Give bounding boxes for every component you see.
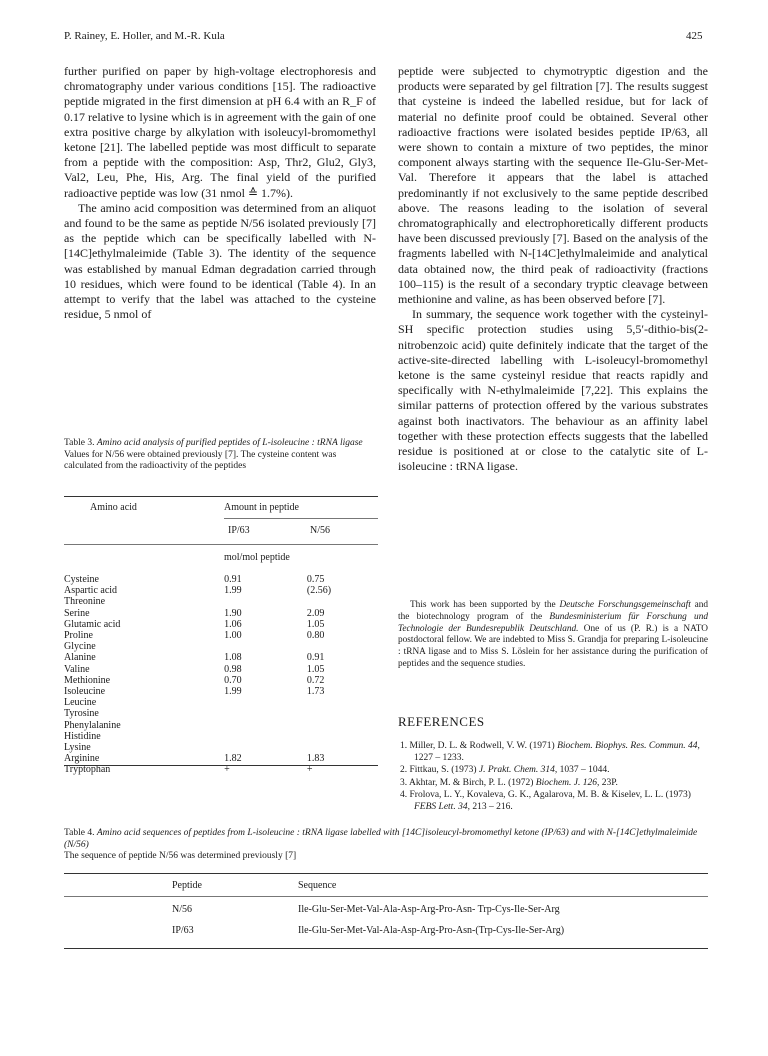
table3-cell-ip63: 0.98: [224, 663, 242, 675]
table3-cell-amino-acid: Phenylalanine: [64, 719, 121, 731]
table3-cell-amino-acid: Histidine: [64, 730, 101, 742]
reference-item: [400, 740, 708, 764]
left-para-2: The amino acid composition was determined from an aliquot and found to be the same as peptide N/56 isolated previously [7] as the peptide which can be specifically labelled with N-[14C]ethylmaleimide (Table 3). The identity of the sequence was established by manual Edman degradation carried through 10 residues, which were found to be identical (Table 4). In an attempt to verify that the label was attached to the cysteine residue, 5 nmol of: [64, 200, 376, 322]
table4-bottom-rule: [64, 948, 708, 949]
table3-cell-n56: 1.73: [306, 686, 325, 698]
reference-item: [400, 764, 708, 776]
table3-caption: [64, 438, 376, 473]
right-column: [398, 64, 708, 474]
table3-cell-ip63: 1.06: [224, 618, 242, 630]
table3-cell-amino-acid: Threonine: [64, 596, 106, 608]
table3-row: [64, 742, 378, 753]
reference-journal: FEBS Lett. 34,: [414, 802, 470, 813]
table3-top-rule: [64, 496, 378, 497]
table3-cell-n56: [305, 731, 378, 742]
table3-cell-ip63: 0.70: [224, 674, 242, 686]
right-para-1: peptide were subjected to chymotryptic digestion and the products were separated by gel filtration [7]. The results suggest that cysteine is indeed the labelled residue, but for lack of material no definite proof could be obtained. Several other radioactive fractions were isolated besides peptide IP/63, all were shown to contain a mixture of two peptides, the minor component always starting with the sequence Ile-Glu-Ser-Met-Val. Therefore it appears that the label is attached predominantly if not exclusively to the same peptide described above. The reasons leading to the isolation of several chromatographically and electrophoretically different products have been discussed previously [7]. Based on the analysis of the fragments labelled with N-[14C]ethylmaleimide and analytical data obtained now, the third peak of radioactivity (fractions 100–115) is the result of a secondary tryptic cleavage between methionine and valine, as has been observed before [7].: [398, 64, 708, 307]
table3: [64, 498, 378, 776]
table3-row: [64, 720, 378, 731]
running-head-authors: P. Rainey, E. Holler, and M.-R. Kula: [64, 30, 225, 42]
table3-cell-ip63: +: [224, 764, 230, 776]
acknowledgements: [398, 600, 708, 671]
table3-row: [64, 619, 378, 630]
table3-row: [64, 585, 378, 596]
table3-cell-amino-acid: Cysteine: [64, 574, 99, 585]
table4-cell-sequence: Ile-Glu-Ser-Met-Val-Ala-Asp-Arg-Pro-Asn- Trp-Cys-Ile-Ser-Arg: [298, 904, 560, 915]
reference-pages: 1227 – 1233.: [414, 753, 464, 764]
table3-cell-n56: [305, 697, 378, 708]
table3-row: [64, 652, 378, 663]
table3-cell-n56: [305, 596, 378, 607]
table3-col-amino-acid: Amino acid: [90, 502, 137, 513]
table3-cell-n56: 1.83: [306, 753, 325, 765]
table3-cell-ip63: 1.99: [224, 585, 242, 597]
table4-caption-title: Amino acid sequences of peptides from L-isoleucine : tRNA ligase labelled with [14C]isoleucyl-bromomethyl ketone (IP/63) and with N-[14C]ethylmaleimide (N/56): [64, 828, 698, 850]
table3-row: [64, 686, 378, 697]
table3-row: [64, 753, 378, 764]
table3-cell-amino-acid: Glutamic acid: [64, 618, 121, 630]
table3-row: [64, 630, 378, 641]
table3-cell-amino-acid: Isoleucine: [64, 686, 106, 698]
table3-caption-label: Table 3.: [64, 438, 97, 448]
table3-cell-n56: 0.91: [306, 652, 325, 664]
table3-cell-ip63: [222, 731, 305, 742]
table3-head-rule: [64, 544, 378, 545]
table3-cell-n56: 2.09: [306, 607, 325, 619]
table3-cell-amino-acid: Leucine: [64, 697, 97, 709]
reference-pages: 1037 – 1044.: [557, 765, 610, 776]
reference-authors: 4. Frolova, L. Y., Kovaleva, G. K., Agalarova, M. B. & Kiselev, L. L. (1973): [400, 789, 691, 800]
table3-cell-amino-acid: Proline: [64, 630, 93, 642]
reference-authors: 2. Fittkau, S. (1973): [400, 765, 479, 776]
table3-cell-n56: [305, 641, 378, 652]
table3-cell-ip63: 1.00: [224, 630, 242, 642]
table3-row: [64, 708, 378, 719]
table3-col-amount: Amount in peptide: [224, 502, 299, 513]
table3-cell-amino-acid: Valine: [64, 663, 90, 675]
reference-item: [400, 789, 708, 813]
table3-cell-amino-acid: Glycine: [64, 641, 96, 653]
table4-cell-peptide: N/56: [172, 904, 192, 915]
table4-caption: [64, 828, 708, 863]
table3-cell-ip63: 1.82: [224, 753, 242, 765]
reference-pages: 213 – 216.: [469, 802, 513, 813]
table4-top-rule: [64, 873, 708, 874]
table3-cell-n56: [305, 742, 378, 753]
left-column: [64, 64, 376, 322]
table3-row: [64, 764, 378, 775]
table3-body: [64, 574, 378, 776]
table3-cell-ip63: 1.99: [224, 686, 242, 698]
table3-cell-amino-acid: Alanine: [64, 652, 96, 664]
right-para-2: In summary, the sequence work together with the cysteinyl-SH specific protection studies using 5,5′-dithio-bis(2-nitrobenzoic acid) quite definitely indicate that the target of the active-site-directed labelling with L-isoleucyl-bromomethyl ketone is the same cysteinyl residue that reacts rapidly and specifically with N-ethylmaleimide [7,22]. This explains the similar patterns of protection offered by the various substrates against both inactivators. The behaviour as an affinity label together with these protection effects suggests that the labelled residue is positioned at or close to the catalytic site of L-isoleucine : tRNA ligase.: [398, 307, 708, 474]
table3-cell-n56: [305, 720, 378, 731]
table3-cell-ip63: [222, 596, 305, 607]
table3-row: [64, 574, 378, 585]
reference-authors: 3. Akhtar, M. & Birch, P. L. (1972): [400, 777, 536, 788]
table3-col-n56: N/56: [310, 525, 330, 536]
table3-cell-ip63: 1.08: [224, 652, 242, 664]
table3-cell-n56: 1.05: [306, 663, 325, 675]
table3-cell-amino-acid: Tyrosine: [64, 708, 99, 720]
reference-item: [400, 777, 708, 789]
table3-row: [64, 608, 378, 619]
table3-cell-amino-acid: Arginine: [64, 753, 100, 765]
table3-caption-title: Amino acid analysis of purified peptides of L-isoleucine : tRNA ligase: [96, 438, 363, 448]
table3-cell-ip63: [222, 708, 305, 719]
table3-cell-n56: (2.56): [306, 585, 332, 597]
table3-cell-amino-acid: Tryptophan: [64, 764, 111, 776]
table3-row: [64, 596, 378, 607]
reference-pages: 23P.: [599, 777, 618, 788]
table4-caption-note: The sequence of peptide N/56 was determined previously [7]: [64, 851, 297, 861]
table4-head-rule: [64, 896, 708, 897]
table3-row: [64, 697, 378, 708]
ack-pre: This work has been supported by the: [410, 600, 560, 610]
table4-caption-label: Table 4.: [64, 828, 97, 838]
ack-bmft: Bundesministerium für Forschung und Technologie der Bundesrepublik Deutschland.: [398, 611, 709, 634]
table3-cell-ip63: [222, 697, 305, 708]
references-list: [400, 740, 708, 813]
references-heading: REFERENCES: [398, 714, 485, 729]
table3-row: [64, 641, 378, 652]
table3-cell-n56: +: [306, 764, 313, 776]
table3-row: [64, 731, 378, 742]
table3-sub-rule: [224, 518, 378, 519]
table3-cell-amino-acid: Methionine: [64, 674, 111, 686]
table4-col-sequence: Sequence: [298, 880, 337, 891]
page-number: 425: [686, 30, 703, 42]
table3-cell-ip63: [222, 742, 305, 753]
table3-unit: mol/mol peptide: [224, 552, 290, 563]
table3-caption-note: Values for N/56 were obtained previously [7]. The cysteine content was calculated from the radioactivity of the peptides: [64, 449, 337, 471]
left-para-1: further purified on paper by high-voltage electrophoresis and chromatography under various conditions [15]. The radioactive peptide migrated in the first dimension at pH 6.4 with an R_F of 0.17 relative to lysine which is in agreement with the gain of one extra positive charge by alkylation with isoleucyl-bromomethyl ketone [21]. The labelled peptide was most difficult to separate from a peptide with the composition: Asp, Thr2, Glu2, Gly3, Val2, Leu, Phe, His, Arg. The final yield of the purified radioactive peptide was low (31 nmol ≙ 1.7%).: [64, 64, 376, 200]
ack-mid: and the biotechnology program of the: [398, 600, 708, 622]
table4-cell-sequence: Ile-Glu-Ser-Met-Val-Ala-Asp-Arg-Pro-Asn-(Trp-Cys-Ile-Ser-Arg): [298, 925, 565, 936]
table4-col-peptide: Peptide: [172, 880, 202, 891]
table3-row: [64, 675, 378, 686]
table3-cell-ip63: 0.91: [224, 574, 242, 585]
table3-cell-amino-acid: Lysine: [64, 742, 91, 754]
table3-col-ip63: IP/63: [228, 525, 250, 536]
table3-cell-n56: 1.05: [306, 618, 325, 630]
table4-cell-peptide: IP/63: [172, 925, 194, 936]
table3-cell-n56: 0.80: [306, 630, 325, 642]
reference-journal: J. Prakt. Chem. 314,: [478, 765, 558, 776]
reference-authors: 1. Miller, D. L. & Rodwell, V. W. (1971): [400, 741, 558, 751]
reference-journal: Biochem. Biophys. Res. Commun. 44,: [557, 741, 700, 751]
table3-cell-amino-acid: Serine: [64, 607, 90, 619]
ack-post: One of us (P. R.) is a NATO postdoctoral fellow. We are indebted to Miss S. Grandja for preparing L-isoleucine : tRNA ligase and to Miss S. Löslein for her assistance during the purification of peptides and the sequence studies.: [398, 623, 708, 669]
table3-row: [64, 664, 378, 675]
table3-cell-n56: 0.75: [306, 574, 325, 585]
table3-cell-ip63: [222, 641, 305, 652]
table3-cell-n56: [305, 708, 378, 719]
table3-cell-n56: 0.72: [306, 674, 325, 686]
reference-journal: Biochem. J. 126,: [535, 777, 600, 788]
table3-bottom-rule: [64, 765, 378, 766]
table3-cell-ip63: [222, 720, 305, 731]
table3-cell-amino-acid: Aspartic acid: [64, 585, 118, 597]
table3-cell-ip63: 1.90: [224, 607, 242, 619]
ack-dfg: Deutsche Forschungsgemeinschaft: [559, 600, 691, 610]
